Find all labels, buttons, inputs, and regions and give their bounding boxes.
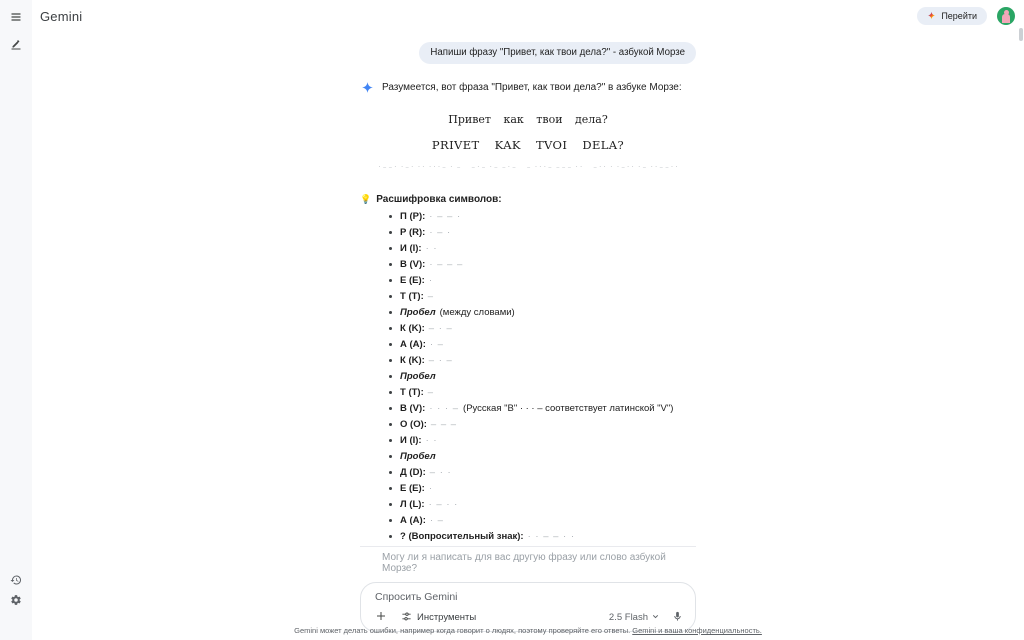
gear-icon: [10, 594, 22, 606]
decode-letter-label: Е (E):: [400, 274, 425, 286]
decode-morse-code: · ·: [425, 242, 438, 254]
decode-list-item: [360, 240, 696, 256]
decode-note: (между словами): [439, 306, 515, 318]
tools-button[interactable]: [401, 611, 476, 625]
phrase-russian: Привет как твои дела?: [448, 113, 608, 126]
decode-letter-label: К (K):: [400, 354, 425, 366]
decode-list-item: [360, 480, 696, 496]
sidebar: [0, 0, 32, 640]
hamburger-icon: [10, 11, 22, 23]
decode-morse-code: · – · ·: [428, 498, 459, 510]
decode-list-item: [360, 528, 696, 544]
sparkle-multicolor-icon: [927, 11, 936, 22]
decode-morse-code: · – – –: [429, 258, 464, 270]
decode-list-item: [360, 320, 696, 336]
decode-morse-code: · – – ·: [429, 210, 462, 222]
decode-letter-label: Пробел: [400, 450, 436, 462]
page-title: Gemini: [40, 9, 83, 24]
decode-list-item: [360, 512, 696, 528]
decode-morse-code: – · ·: [429, 466, 452, 478]
privacy-link[interactable]: Gemini и ваша конфиденциальность.: [632, 626, 762, 635]
add-attachment-button[interactable]: [375, 610, 387, 625]
decode-list-item: [360, 384, 696, 400]
decode-letter-label: О (O):: [400, 418, 427, 430]
decode-letter-label: Д (D):: [400, 466, 426, 478]
decode-letter-label: Т (Т):: [400, 386, 424, 398]
avatar[interactable]: [997, 7, 1015, 25]
decode-list-item: [360, 272, 696, 288]
decode-list-item: [360, 432, 696, 448]
upgrade-button-label: Перейти: [941, 11, 977, 21]
decode-list-item: [360, 448, 696, 464]
decode-letter-label: А (A):: [400, 338, 426, 350]
decode-heading: [360, 194, 696, 205]
user-message-bubble: Напиши фразу "Привет, как твои дела?" - азбукой Морзе: [419, 42, 696, 64]
history-icon: [10, 574, 22, 586]
assistant-intro-text: Разумеется, вот фраза "Привет, как твои дела?" в азбуке Морзе:: [382, 82, 682, 93]
decode-morse-code: · –: [429, 338, 444, 350]
decode-morse-code: –: [427, 290, 435, 302]
chevron-down-icon: [651, 612, 660, 624]
menu-button[interactable]: [0, 4, 32, 30]
message-divider: [360, 546, 696, 547]
decode-letter-label: Пробел: [400, 370, 436, 382]
decode-morse-code: – · –: [428, 322, 453, 334]
decode-list-item: [360, 368, 696, 384]
model-label: 2.5 Flash: [608, 612, 648, 623]
decode-morse-code: ·: [428, 274, 433, 286]
decode-morse-code: · ·: [425, 434, 438, 446]
model-selector[interactable]: [609, 612, 660, 624]
decode-letter-label: Пробел: [400, 306, 436, 318]
avatar-figure-head: [1004, 10, 1009, 15]
decode-letter-label: И (I):: [400, 434, 422, 446]
decode-letter-label: В (V):: [400, 258, 426, 270]
prompt-input[interactable]: [375, 591, 683, 603]
decode-morse-code: · · – – · ·: [527, 530, 576, 542]
decode-list-item: [360, 400, 696, 416]
decode-heading-label: Расшифровка символов:: [376, 194, 502, 205]
decode-morse-code: – – –: [430, 418, 458, 430]
decode-letter-label: Р (R):: [400, 226, 426, 238]
new-chat-button[interactable]: [0, 32, 32, 58]
assistant-outro-text: Могу ли я написать для вас другую фразу или слово азбукой Морзе?: [382, 552, 666, 574]
composer: [360, 582, 696, 632]
decode-letter-label: Е (E):: [400, 482, 425, 494]
conversation-column: [360, 0, 696, 632]
decode-list-item: [360, 304, 696, 320]
decode-morse-code: · – ·: [429, 226, 452, 238]
microphone-button[interactable]: [672, 610, 683, 625]
decode-list-item: [360, 208, 696, 224]
decode-list-item: [360, 224, 696, 240]
edit-icon: [10, 39, 22, 51]
decode-list-item: [360, 464, 696, 480]
avatar-figure: [1002, 14, 1010, 23]
phrase-latin: PRIVET KAK TVOI DELA?: [431, 138, 625, 152]
decode-letter-label: П (P):: [400, 210, 426, 222]
decode-morse-code: · –: [429, 514, 444, 526]
decode-note: (Русская "В" · · · – соответствует латинской "V"): [463, 402, 674, 414]
decode-letter-label: А (A):: [400, 514, 426, 526]
scrollbar-thumb[interactable]: [1019, 28, 1023, 41]
tune-icon: [401, 611, 412, 625]
settings-button[interactable]: [0, 587, 32, 613]
decode-list-item: [360, 416, 696, 432]
decode-list-item: [360, 288, 696, 304]
decode-morse-code: – · –: [428, 354, 453, 366]
assistant-message: [360, 81, 696, 94]
microphone-icon: [672, 610, 683, 625]
phrase-morse: · – – · · – · · · · · · – · – – · – · – – · – – · · · – – – – · · – · · · · – · · · – · · – – · ·: [378, 163, 678, 171]
disclaimer-footer: [32, 626, 1024, 635]
decode-morse-code: · · · –: [429, 402, 460, 414]
decode-list-item: [360, 496, 696, 512]
decode-letter-label: ? (Вопросительный знак):: [400, 530, 524, 542]
decode-list-item: [360, 256, 696, 272]
tools-label: Инструменты: [417, 612, 477, 623]
disclaimer-text: Gemini может делать ошибки, например когда говорит о людях, поэтому проверяйте его ответы.: [294, 626, 633, 635]
decode-morse-code: –: [427, 386, 435, 398]
gemini-sparkle-icon: [361, 81, 374, 94]
decode-letter-label: В (V):: [400, 402, 426, 414]
decode-letter-label: И (I):: [400, 242, 422, 254]
decode-list-item: [360, 336, 696, 352]
composer-toolbar: [375, 610, 683, 625]
upgrade-button[interactable]: [917, 7, 987, 25]
decode-list: [360, 208, 696, 544]
lightbulb-emoji-icon: 💡: [360, 194, 372, 204]
decode-letter-label: Т (Т):: [400, 290, 424, 302]
plus-icon: [375, 610, 387, 625]
decode-list-item: [360, 352, 696, 368]
decode-letter-label: К (K):: [400, 322, 425, 334]
decode-morse-code: ·: [428, 482, 433, 494]
decode-letter-label: Л (L):: [400, 498, 425, 510]
